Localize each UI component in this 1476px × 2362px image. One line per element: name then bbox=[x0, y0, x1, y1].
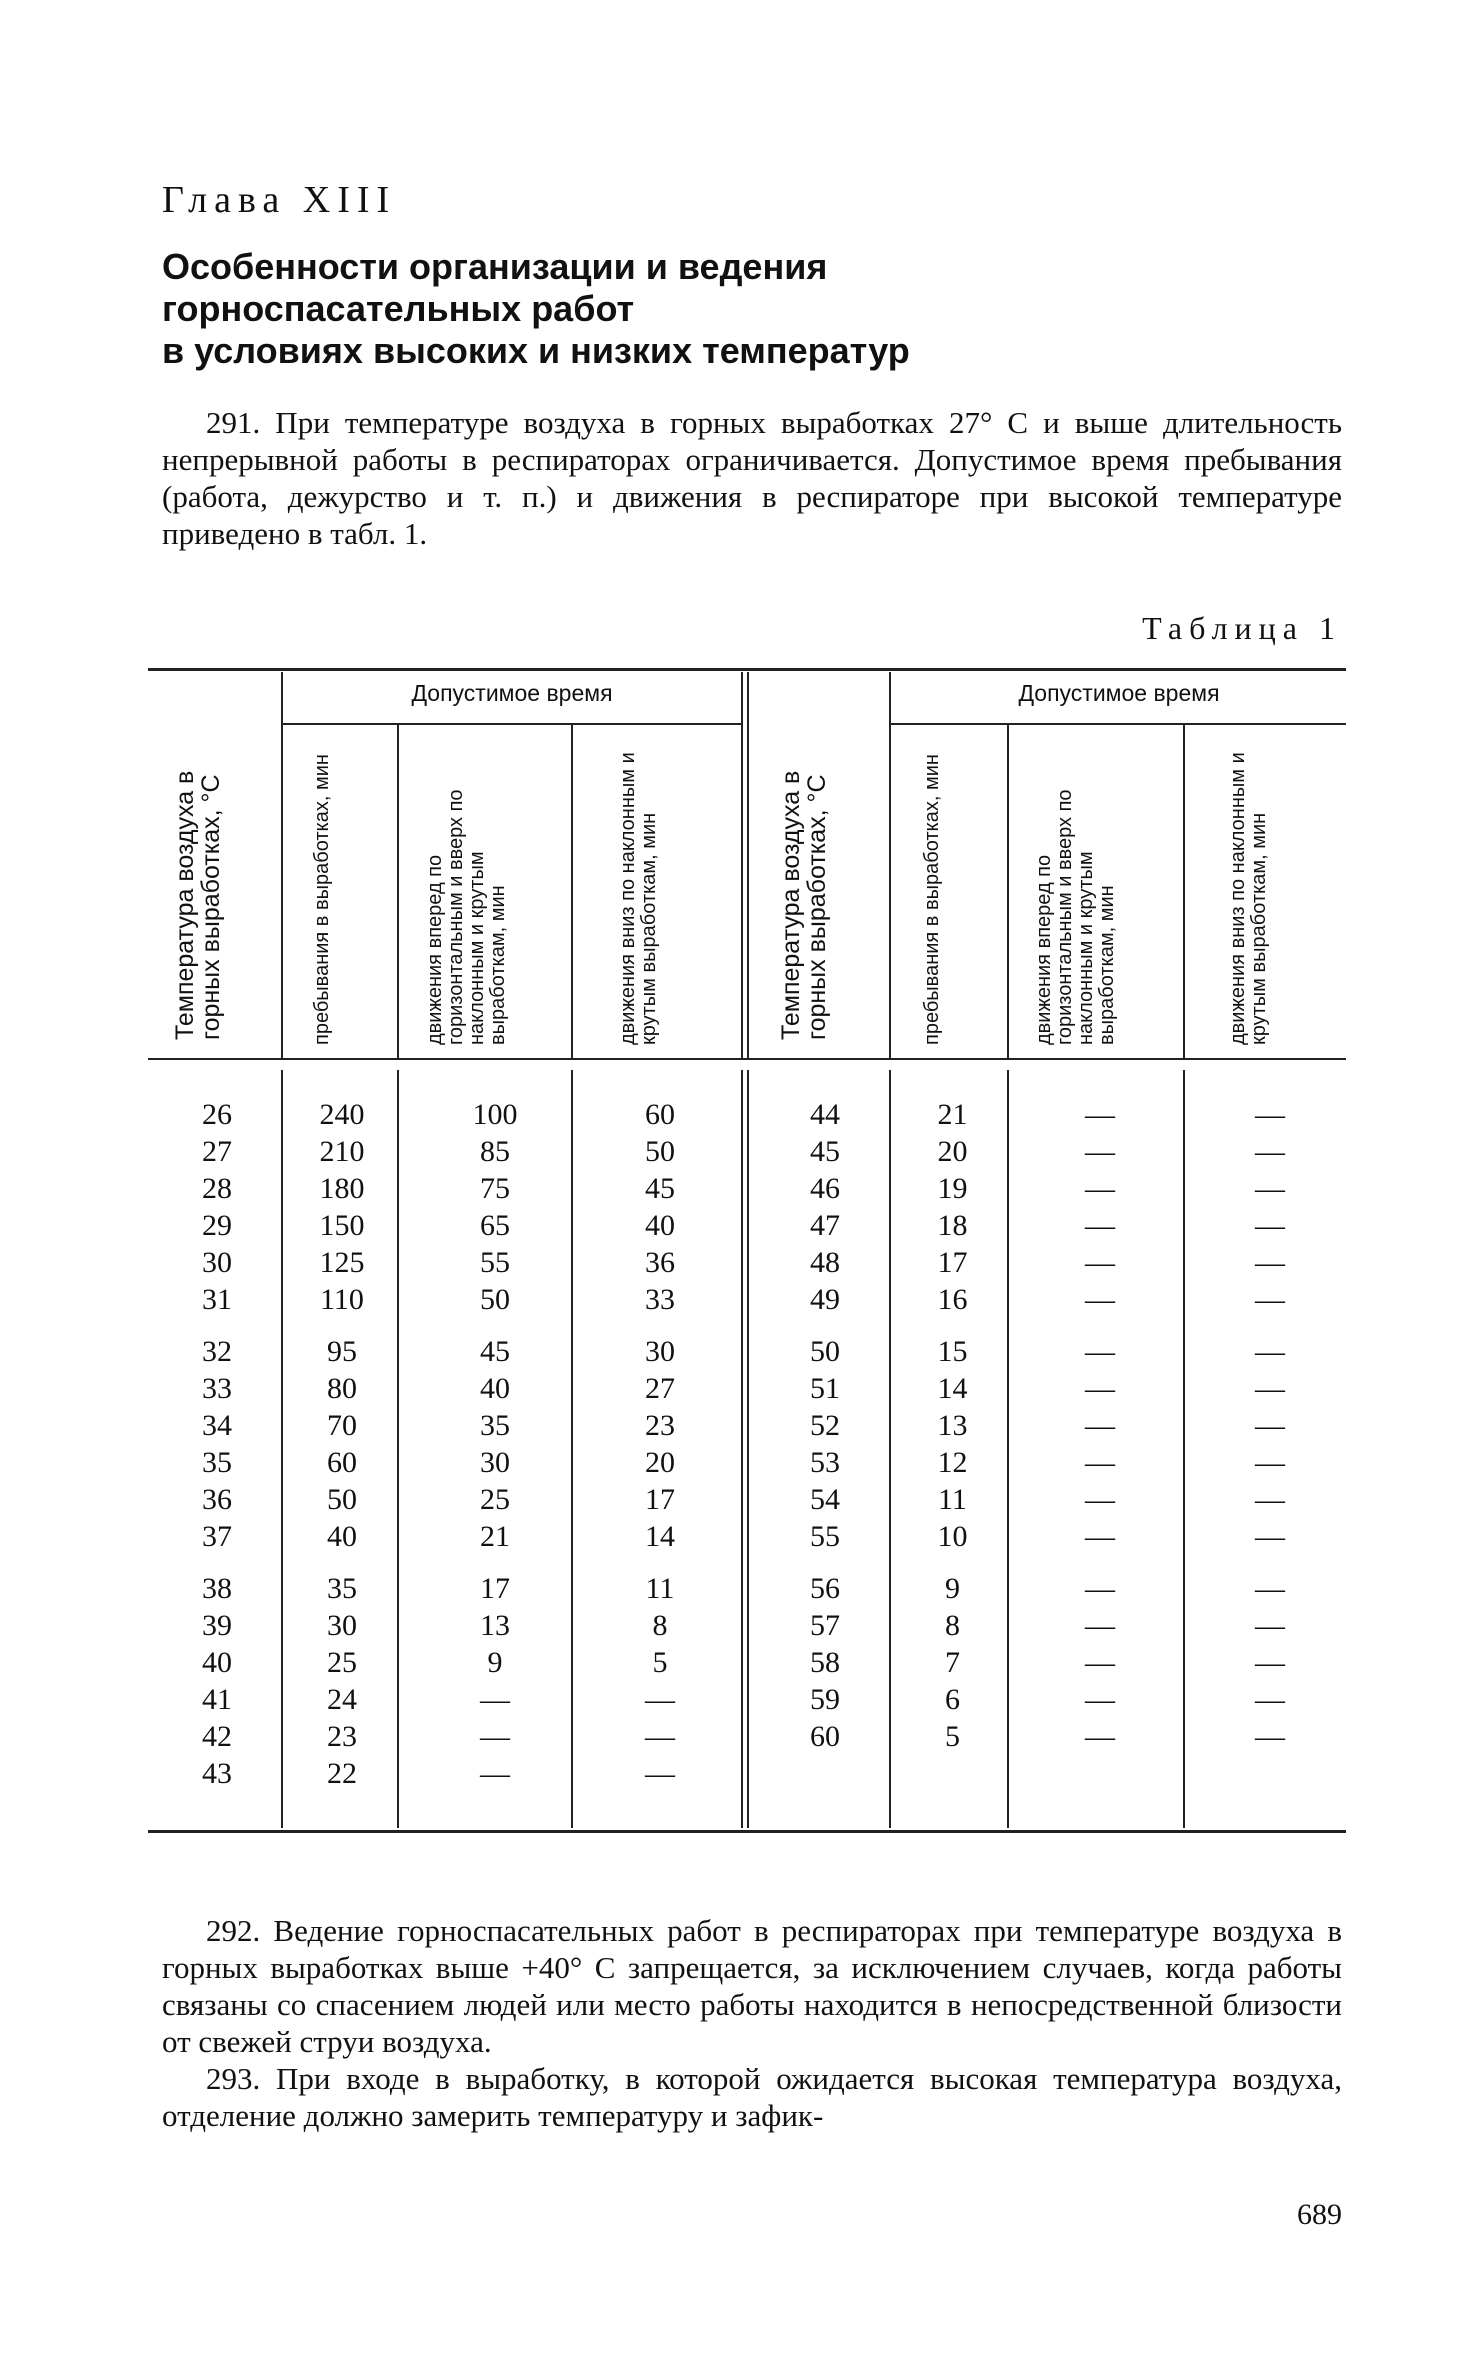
table-cell: 240 bbox=[319, 1098, 365, 1131]
table-cell: 17 bbox=[937, 1246, 968, 1279]
table-cell: 14 bbox=[645, 1520, 675, 1553]
table-cell: 27 bbox=[202, 1135, 232, 1168]
table-cell: 40 bbox=[327, 1520, 357, 1553]
table-cell: 45 bbox=[480, 1335, 510, 1368]
table-cell: 34 bbox=[202, 1409, 232, 1442]
table-cell: — bbox=[1085, 1572, 1115, 1605]
group-gap bbox=[1020, 1318, 1180, 1333]
table-cell: — bbox=[1085, 1446, 1115, 1479]
header-forward-left: движения вперед по горизонтальным и вверх по наклонным и крутым выработкам, мин bbox=[424, 789, 509, 1045]
table-cell: 180 bbox=[319, 1172, 365, 1205]
header-stay-right: пребывания в выработках, мин bbox=[921, 754, 943, 1045]
group-gap bbox=[590, 1318, 730, 1333]
table-cell: — bbox=[1255, 1098, 1285, 1131]
table-cell: 26 bbox=[202, 1098, 232, 1131]
group-gap bbox=[420, 1555, 570, 1570]
title-line-3: в условиях высоких и низких температур bbox=[162, 330, 910, 371]
header-forward-right: движения вперед по горизонтальным и вверх по наклонным и крутым выработкам, мин bbox=[1033, 789, 1118, 1045]
table-cell: — bbox=[1085, 1683, 1115, 1716]
table-cell: 50 bbox=[645, 1135, 675, 1168]
table-cell: 45 bbox=[645, 1172, 675, 1205]
table-cell: — bbox=[1255, 1572, 1285, 1605]
table-cell: 25 bbox=[327, 1646, 357, 1679]
table-cell: — bbox=[1255, 1646, 1285, 1679]
group-gap bbox=[900, 1318, 1005, 1333]
table-cell: — bbox=[1255, 1372, 1285, 1405]
table-cell: 30 bbox=[202, 1246, 232, 1279]
table-cell: — bbox=[1255, 1135, 1285, 1168]
table-cell: 37 bbox=[202, 1520, 232, 1553]
table-cell: 60 bbox=[645, 1098, 675, 1131]
table-cell: 210 bbox=[319, 1135, 365, 1168]
table-cell: 9 bbox=[487, 1646, 503, 1679]
table-cell: 8 bbox=[945, 1609, 960, 1642]
table-cell: 10 bbox=[937, 1520, 968, 1553]
table-cell: 16 bbox=[937, 1283, 968, 1316]
group-gap bbox=[1196, 1555, 1344, 1570]
header-stay-left: пребывания в выработках, мин bbox=[311, 754, 333, 1045]
group-underline-right bbox=[890, 723, 1346, 725]
table-cell: 36 bbox=[645, 1246, 675, 1279]
col-divider bbox=[1007, 725, 1009, 1058]
table-cell: 13 bbox=[480, 1609, 510, 1642]
group-header-right: Допустимое время bbox=[1018, 680, 1220, 706]
table-cell: — bbox=[645, 1757, 675, 1790]
table-cell: 30 bbox=[645, 1335, 675, 1368]
table-cell: — bbox=[1085, 1720, 1115, 1753]
table-cell: 40 bbox=[480, 1372, 510, 1405]
col-divider bbox=[281, 672, 283, 1058]
table-cell: — bbox=[480, 1720, 510, 1753]
table-cell: 9 bbox=[945, 1572, 960, 1605]
table-cell: 11 bbox=[938, 1483, 967, 1516]
table-cell: 23 bbox=[327, 1720, 357, 1753]
table-cell: 150 bbox=[319, 1209, 365, 1242]
table-cell: 35 bbox=[327, 1572, 357, 1605]
header-temperature-left: Температура воздуха в горных выработках, °С bbox=[171, 770, 225, 1040]
table-cell: — bbox=[1255, 1409, 1285, 1442]
table-cell: 50 bbox=[480, 1283, 510, 1316]
table-cell: 21 bbox=[480, 1520, 510, 1553]
table-cell: 20 bbox=[937, 1135, 968, 1168]
table-cell: 30 bbox=[480, 1446, 510, 1479]
table-cell: 53 bbox=[810, 1446, 840, 1479]
table-cell: 17 bbox=[645, 1483, 675, 1516]
table-cell: — bbox=[480, 1683, 510, 1716]
chapter-heading: Глава XIII bbox=[162, 179, 397, 221]
group-gap bbox=[162, 1555, 272, 1570]
group-underline-left bbox=[282, 723, 742, 725]
table-cell: 40 bbox=[202, 1646, 232, 1679]
group-gap bbox=[162, 1318, 272, 1333]
table-cell: — bbox=[1085, 1409, 1115, 1442]
table-cell: — bbox=[1255, 1483, 1285, 1516]
table-cell: 19 bbox=[937, 1172, 968, 1205]
table-cell: 27 bbox=[645, 1372, 675, 1405]
table-cell: 15 bbox=[937, 1335, 968, 1368]
table-cell: — bbox=[645, 1683, 675, 1716]
table-cell: 56 bbox=[810, 1572, 840, 1605]
table-cell: — bbox=[1085, 1209, 1115, 1242]
table-cell: 75 bbox=[480, 1172, 510, 1205]
group-header-left: Допустимое время bbox=[411, 680, 613, 706]
table-cell: — bbox=[1255, 1446, 1285, 1479]
chapter-title bbox=[162, 246, 910, 372]
paragraph-291: 291. При температуре воздуха в горных выработках 27° С и выше длительность непрерывной работы в респираторах ограничивается. Допустимое время пребывания (работа, дежурство и т. п.) и движения в респираторе при высокой температуре приведено в табл. 1. bbox=[162, 405, 1342, 551]
table-cell: — bbox=[1255, 1520, 1285, 1553]
table-cell: 18 bbox=[937, 1209, 968, 1242]
table-cell: 33 bbox=[645, 1283, 675, 1316]
table-cell: 24 bbox=[327, 1683, 357, 1716]
column-temperature-right bbox=[770, 1096, 880, 1755]
table-cell: 13 bbox=[937, 1409, 968, 1442]
table-cell: 125 bbox=[319, 1246, 365, 1279]
title-line-2: горноспасательных работ bbox=[162, 288, 635, 329]
col-divider bbox=[571, 1070, 573, 1828]
col-divider bbox=[1007, 1070, 1009, 1828]
table-cell: 17 bbox=[480, 1572, 510, 1605]
table-cell: 23 bbox=[645, 1409, 675, 1442]
table-cell: — bbox=[1085, 1335, 1115, 1368]
col-divider bbox=[889, 1070, 891, 1828]
table-cell: 100 bbox=[472, 1098, 518, 1131]
table-cell: — bbox=[1255, 1683, 1285, 1716]
table-cell: 45 bbox=[810, 1135, 840, 1168]
table-cell: 50 bbox=[327, 1483, 357, 1516]
column-down-left bbox=[590, 1096, 730, 1792]
table-cell: 59 bbox=[810, 1683, 840, 1716]
table-bottom-rule bbox=[148, 1830, 1346, 1833]
table-cell: 55 bbox=[810, 1520, 840, 1553]
col-divider bbox=[1183, 725, 1185, 1058]
group-gap bbox=[770, 1318, 880, 1333]
column-temperature-left bbox=[162, 1096, 272, 1792]
table-cell: 44 bbox=[810, 1098, 840, 1131]
paragraph-293: 293. При входе в выработку, в которой ожидается высокая температура воздуха, отделение должно замерить температуру и зафик- bbox=[162, 2061, 1342, 2133]
table-cell: 49 bbox=[810, 1283, 840, 1316]
col-divider bbox=[1183, 1070, 1185, 1828]
column-stay-right bbox=[900, 1096, 1005, 1755]
table-cell: — bbox=[1085, 1609, 1115, 1642]
table-cell: 14 bbox=[937, 1372, 968, 1405]
table-cell: 33 bbox=[202, 1372, 232, 1405]
col-divider bbox=[397, 725, 399, 1058]
table-cell: 21 bbox=[937, 1098, 968, 1131]
table-cell: 5 bbox=[945, 1720, 960, 1753]
header-temperature-right: Температура воздуха в горных выработках, °С bbox=[777, 770, 831, 1040]
col-divider-double bbox=[747, 672, 749, 1058]
table-cell: 65 bbox=[480, 1209, 510, 1242]
group-gap bbox=[1196, 1318, 1344, 1333]
group-gap bbox=[292, 1318, 392, 1333]
table-cell: — bbox=[1085, 1283, 1115, 1316]
col-divider-double bbox=[747, 1070, 749, 1828]
table-cell: 51 bbox=[810, 1372, 840, 1405]
column-down-right bbox=[1196, 1096, 1344, 1755]
table-cell: 46 bbox=[810, 1172, 840, 1205]
table-cell: — bbox=[1085, 1098, 1115, 1131]
table-cell: 85 bbox=[480, 1135, 510, 1168]
col-divider bbox=[571, 725, 573, 1058]
column-forward-right bbox=[1020, 1096, 1180, 1755]
table-cell: — bbox=[1085, 1520, 1115, 1553]
table-cell: 52 bbox=[810, 1409, 840, 1442]
table-cell: 35 bbox=[202, 1446, 232, 1479]
table-cell: 70 bbox=[327, 1409, 357, 1442]
page-number: 689 bbox=[1297, 2198, 1342, 2231]
table-cell: 55 bbox=[480, 1246, 510, 1279]
table-cell: — bbox=[1255, 1335, 1285, 1368]
table-cell: 31 bbox=[202, 1283, 232, 1316]
table-cell: 48 bbox=[810, 1246, 840, 1279]
table-cell: 41 bbox=[202, 1683, 232, 1716]
column-forward-left bbox=[420, 1096, 570, 1792]
col-divider bbox=[281, 1070, 283, 1828]
title-line-1: Особенности организации и ведения bbox=[162, 246, 828, 287]
table-cell: 57 bbox=[810, 1609, 840, 1642]
table-cell: — bbox=[1085, 1372, 1115, 1405]
table-cell: 6 bbox=[945, 1683, 960, 1716]
table-cell: 22 bbox=[327, 1757, 357, 1790]
table-label: Таблица 1 bbox=[1142, 610, 1342, 646]
table-cell: 50 bbox=[810, 1335, 840, 1368]
paragraph-292: 292. Ведение горноспасательных работ в респираторах при температуре воздуха в горных выработках выше +40° С запрещается, за исключением случаев, когда работы связаны со спасением людей или место работы находится в непосредственной близости от свежей струи воздуха. bbox=[162, 1913, 1342, 2059]
table-cell: 95 bbox=[327, 1335, 357, 1368]
group-gap bbox=[590, 1555, 730, 1570]
column-stay-left bbox=[292, 1096, 392, 1792]
table-cell: — bbox=[1255, 1283, 1285, 1316]
col-divider-double bbox=[741, 672, 743, 1058]
group-gap bbox=[1020, 1555, 1180, 1570]
col-divider-double bbox=[741, 1070, 743, 1828]
table-header-rule bbox=[148, 1058, 1346, 1060]
table-cell: — bbox=[1085, 1646, 1115, 1679]
table-cell: 5 bbox=[652, 1646, 668, 1679]
table-cell: 47 bbox=[810, 1209, 840, 1242]
table-cell: — bbox=[1255, 1720, 1285, 1753]
table-cell: — bbox=[1085, 1135, 1115, 1168]
group-gap bbox=[420, 1318, 570, 1333]
table-cell: 12 bbox=[937, 1446, 968, 1479]
table-cell: 29 bbox=[202, 1209, 232, 1242]
table-cell: 43 bbox=[202, 1757, 232, 1790]
header-down-left: движения вниз по наклонным и крутым выработкам, мин bbox=[617, 752, 660, 1045]
table-cell: 60 bbox=[327, 1446, 357, 1479]
table-cell: 54 bbox=[810, 1483, 840, 1516]
table-cell: 25 bbox=[480, 1483, 510, 1516]
table-cell: — bbox=[1085, 1172, 1115, 1205]
table-cell: 110 bbox=[320, 1283, 364, 1316]
table-cell: — bbox=[1255, 1246, 1285, 1279]
table-top-rule bbox=[148, 668, 1346, 671]
table-cell: 40 bbox=[645, 1209, 675, 1242]
header-down-right: движения вниз по наклонным и крутым выработкам, мин bbox=[1227, 752, 1270, 1045]
table-cell: — bbox=[645, 1720, 675, 1753]
table-cell: — bbox=[1255, 1209, 1285, 1242]
table-cell: 80 bbox=[327, 1372, 357, 1405]
group-gap bbox=[770, 1555, 880, 1570]
table-cell: 39 bbox=[202, 1609, 232, 1642]
table-cell: 58 bbox=[810, 1646, 840, 1679]
col-divider bbox=[397, 1070, 399, 1828]
table-cell: 30 bbox=[327, 1609, 357, 1642]
table-cell: 28 bbox=[202, 1172, 232, 1205]
group-gap bbox=[292, 1555, 392, 1570]
table-cell: 35 bbox=[480, 1409, 510, 1442]
table-cell: 36 bbox=[202, 1483, 232, 1516]
table-cell: 32 bbox=[202, 1335, 232, 1368]
table-cell: — bbox=[480, 1757, 510, 1790]
table-cell: — bbox=[1255, 1609, 1285, 1642]
table-cell: 60 bbox=[810, 1720, 840, 1753]
table-cell: 38 bbox=[202, 1572, 232, 1605]
table-cell: — bbox=[1255, 1172, 1285, 1205]
table-cell: — bbox=[1085, 1246, 1115, 1279]
table-cell: 11 bbox=[645, 1572, 675, 1605]
table-cell: 7 bbox=[945, 1646, 960, 1679]
group-gap bbox=[900, 1555, 1005, 1570]
col-divider bbox=[889, 672, 891, 1058]
table-cell: — bbox=[1085, 1483, 1115, 1516]
table-cell: 20 bbox=[645, 1446, 675, 1479]
table-cell: 8 bbox=[652, 1609, 668, 1642]
table-cell: 42 bbox=[202, 1720, 232, 1753]
